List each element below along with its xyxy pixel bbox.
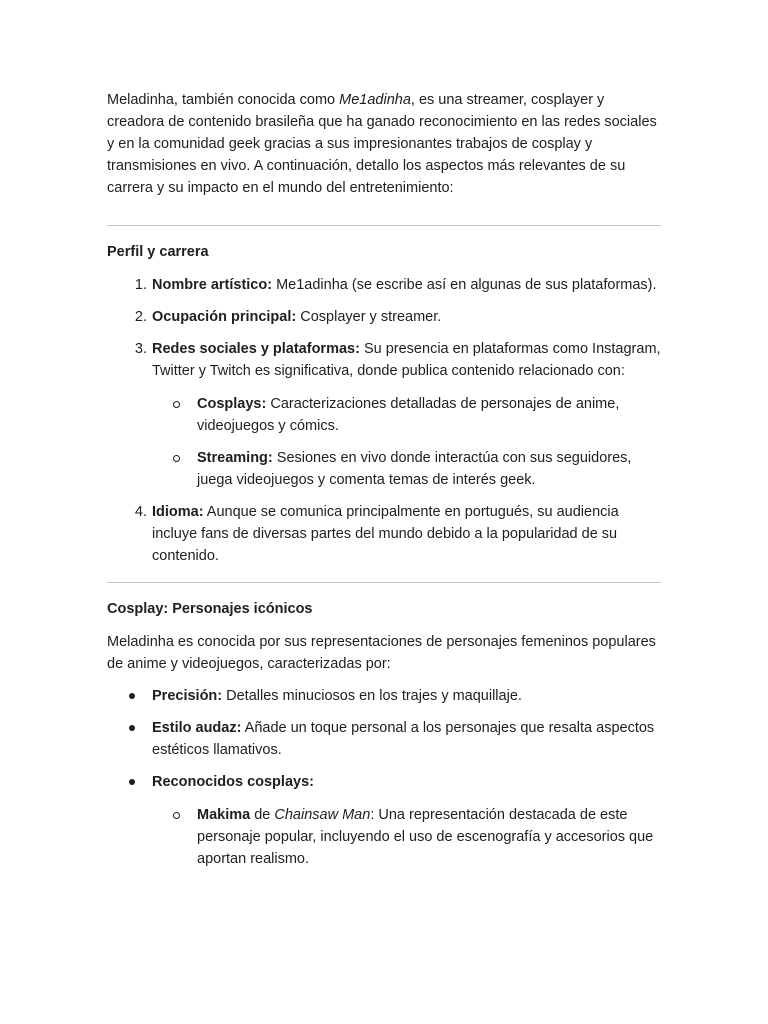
sub-list [152, 804, 661, 870]
divider [107, 582, 661, 583]
perfil-list [107, 274, 661, 567]
list-item: 4. Idioma: Aunque se comunica principalmente en portugués, su audiencia incluye fans de diversas partes del mundo debido a la popularidad de su contenido. [134, 504, 619, 564]
circle-bullet-icon [173, 455, 180, 462]
divider [107, 225, 661, 226]
sub-list-item: Streaming: Sesiones en vivo donde interactúa con sus seguidores, juega videojuegos y comenta temas de interés geek. [107, 447, 661, 491]
list-item: 2. Ocupación principal: Cosplayer y streamer. [134, 309, 442, 325]
list-item: Precisión: Detalles minuciosos en los trajes y maquillaje. [107, 685, 661, 707]
intro-paragraph: Meladinha, también conocida como Me1adinha, es una streamer, cosplayer y creadora de contenido brasileña que ha ganado reconocimiento en las redes sociales y en la comunidad geek gracias a sus impresionantes trabajos de cosplay y transmisiones en vivo. A continuación, detallo los aspectos más relevantes de su carrera y su impacto en el mundo del entretenimiento: [107, 92, 657, 196]
list-item: 1. Nombre artístico: Me1adinha (se escribe así en algunas de sus plataformas). [134, 277, 657, 293]
circle-bullet-icon [173, 401, 180, 408]
sub-list-item: Makima de Chainsaw Man: Una representación destacada de este personaje popular, incluyendo el uso de escenografía y accesorios que aportan realismo. [107, 804, 661, 870]
bullet-icon [129, 693, 135, 699]
alias-text: Me1adinha [339, 92, 411, 108]
cosplay-list [107, 685, 661, 870]
section-heading-cosplay: Cosplay: Personajes icónicos [107, 601, 313, 617]
list-item: Reconocidos cosplays: Makima de Chainsaw Man: Una representación destacada de este personaje popular, incluyendo el uso de escenografía y accesorios que aportan realismo. [107, 771, 661, 870]
sub-list-item: Cosplays: Caracterizaciones detalladas de personajes de anime, videojuegos y cómics. [107, 393, 661, 437]
section-heading-perfil: Perfil y carrera [107, 244, 209, 260]
sub-list [152, 393, 661, 491]
bullet-icon [129, 779, 135, 785]
circle-bullet-icon [173, 812, 180, 819]
cosplay-paragraph: Meladinha es conocida por sus representaciones de personajes femeninos populares de anime y videojuegos, caracterizadas por: [107, 634, 656, 672]
bullet-icon [129, 725, 135, 731]
list-item: 3. Redes sociales y plataformas: Su presencia en plataformas como Instagram, Twitter y Twitch es significativa, donde publica contenido relacionado con: Cosplays: Caracterizaciones detalladas de personajes de anime, videojuegos y cómics. Streaming: Sesiones en vivo donde interactúa con sus seguidores, juega videojuegos y comenta temas de interés geek. [107, 338, 661, 491]
list-item: Estilo audaz: Añade un toque personal a los personajes que resalta aspectos estéticos llamativos. [107, 717, 661, 761]
